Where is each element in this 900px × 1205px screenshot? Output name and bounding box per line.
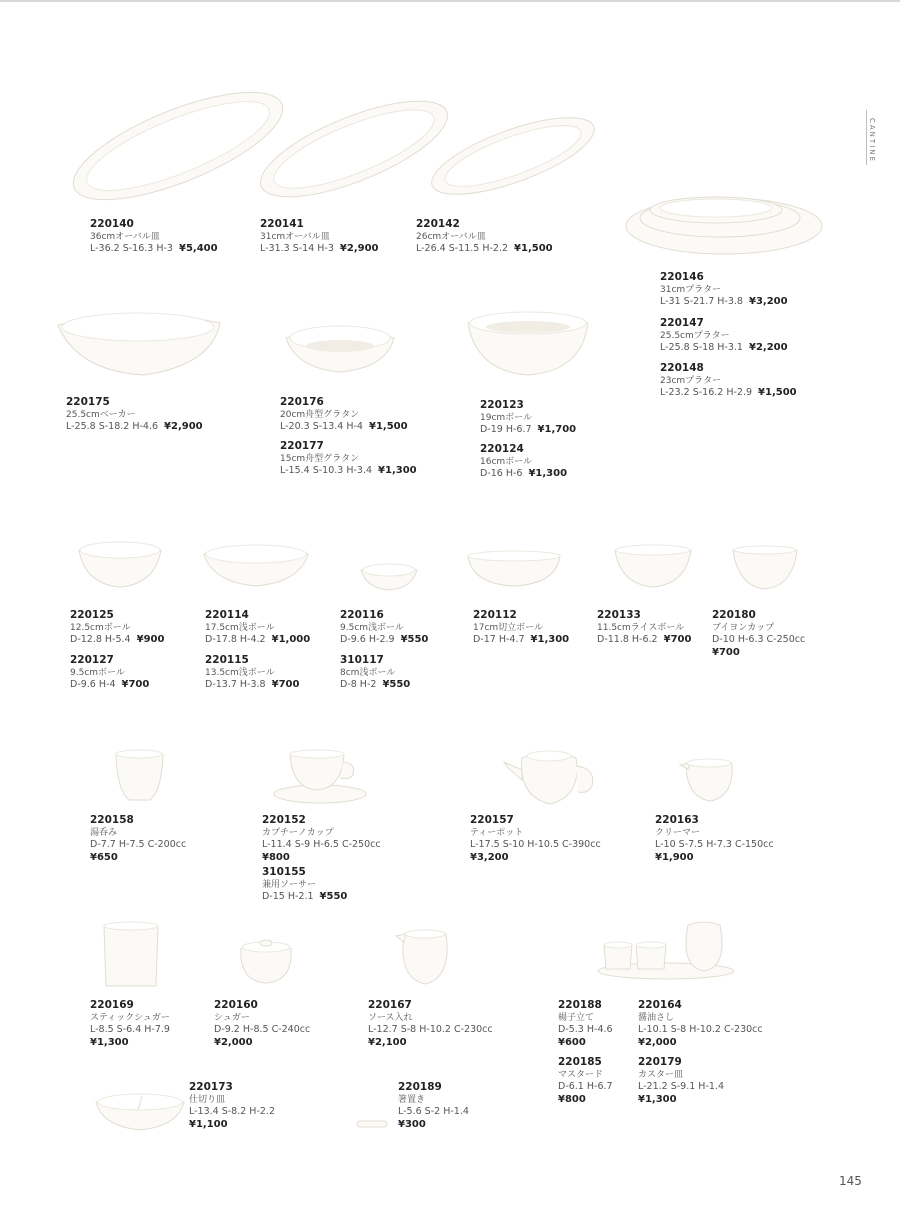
product-price: ¥1,300 [528, 468, 568, 479]
product-price: ¥2,900 [164, 421, 203, 432]
product-name: 19cmボール [480, 412, 532, 423]
oval-plate-26cm-image [425, 110, 605, 205]
product-code: 220188 [558, 999, 602, 1011]
product-code: 220160 [214, 999, 258, 1011]
product-220169 [90, 999, 170, 1049]
product-code: 220115 [205, 654, 249, 666]
product-dimensions: D-16 H-6 [480, 468, 523, 479]
product-name: 湯呑み [90, 827, 118, 838]
product-name: 36cmオーバル皿 [90, 231, 160, 242]
product-220180 [712, 609, 805, 659]
product-dimensions: L-13.4 S-8.2 H-2.2 [189, 1106, 275, 1117]
product-dimensions: L-5.6 S-2 H-1.4 [398, 1106, 469, 1117]
product-price: ¥5,400 [178, 243, 218, 254]
product-price: ¥1,000 [271, 634, 311, 645]
product-220140 [90, 218, 218, 256]
product-name: 25.5cmプラター [660, 330, 730, 341]
product-price: ¥1,100 [189, 1118, 228, 1130]
product-code: 220133 [597, 609, 641, 621]
product-dimensions: L-21.2 S-9.1 H-1.4 [638, 1081, 724, 1092]
product-code: 220177 [280, 440, 324, 452]
product-price: ¥1,500 [368, 421, 408, 432]
product-220123 [480, 399, 576, 437]
product-code: 220127 [70, 654, 114, 666]
product-code: 220142 [416, 218, 460, 230]
product-price: ¥2,200 [748, 342, 788, 353]
product-name: 25.5cmベーカー [66, 409, 136, 420]
product-dimensions: L-10.1 S-8 H-10.2 C-230cc [638, 1024, 763, 1035]
product-code: 310117 [340, 654, 384, 666]
product-price: ¥2,100 [368, 1036, 407, 1048]
product-dimensions: L-15.4 S-10.3 H-3.4 [280, 465, 373, 476]
product-name: 20cm舟型グラタン [280, 409, 360, 420]
product-220175 [66, 396, 203, 434]
product-dimensions: D-6.1 H-6.7 [558, 1081, 613, 1092]
shallow-bowl-9cm-image [358, 560, 420, 592]
product-code: 220169 [90, 999, 134, 1011]
product-price: ¥800 [558, 1093, 586, 1105]
product-dimensions: L-12.7 S-8 H-10.2 C-230cc [368, 1024, 493, 1035]
product-dimensions: L-17.5 S-10 H-10.5 C-390cc [470, 839, 601, 850]
product-name: 31cmプラター [660, 284, 722, 295]
section-label: CANTINE [868, 118, 876, 163]
product-dimensions: L-26.4 S-11.5 H-2.2 [416, 243, 509, 254]
product-name: 箸置き [398, 1094, 426, 1105]
product-price: ¥900 [136, 634, 165, 645]
product-price: ¥1,300 [378, 465, 417, 476]
product-price: ¥600 [558, 1036, 586, 1048]
teacup-image [112, 748, 167, 806]
product-220158 [90, 814, 186, 864]
product-code: 220167 [368, 999, 412, 1011]
product-name: クリーマー [655, 827, 701, 838]
product-220115 [205, 654, 299, 692]
product-name: ソース入れ [368, 1012, 413, 1023]
product-code: 220152 [262, 814, 306, 826]
bowl-12cm-image [75, 538, 165, 590]
product-name: シュガー [214, 1012, 250, 1023]
product-price: ¥700 [121, 679, 150, 690]
product-code: 220173 [189, 1081, 233, 1093]
product-price: ¥700 [663, 634, 692, 645]
product-price: ¥1,700 [537, 424, 577, 435]
product-price: ¥2,000 [214, 1036, 253, 1048]
product-price: ¥700 [271, 679, 300, 690]
product-code: 220179 [638, 1056, 682, 1068]
gratin-dish-image [282, 318, 400, 376]
product-code: 220180 [712, 609, 756, 621]
product-name: 醤油さし [638, 1012, 675, 1023]
product-price: ¥1,300 [638, 1093, 677, 1105]
product-price: ¥800 [262, 851, 290, 863]
product-code: 310155 [262, 866, 306, 878]
product-220177 [280, 440, 417, 478]
product-code: 220148 [660, 362, 704, 374]
platter-set-image [622, 188, 827, 260]
product-name: 8cm浅ボール [340, 667, 396, 678]
product-price: ¥1,500 [514, 243, 553, 254]
product-name: 31cmオーバル皿 [260, 231, 330, 242]
product-220152 [262, 814, 381, 864]
product-name: 23cmプラター [660, 375, 722, 386]
rice-bowl-image [612, 542, 694, 590]
product-dimensions: L-8.5 S-6.4 H-7.9 [90, 1024, 170, 1035]
product-name: 26cmオーバル皿 [416, 231, 486, 242]
product-220188 [558, 999, 613, 1049]
product-code: 220189 [398, 1081, 442, 1093]
product-price: ¥650 [90, 851, 118, 863]
product-name: 12.5cmボール [70, 622, 131, 633]
product-220146 [660, 271, 788, 309]
product-name: 楊子立て [558, 1012, 595, 1023]
product-price: ¥3,200 [748, 296, 788, 307]
product-price: ¥3,200 [470, 851, 509, 863]
product-price: ¥2,000 [638, 1036, 677, 1048]
product-name: 9.5cm浅ボール [340, 622, 404, 633]
sauce-pot-image [392, 922, 458, 990]
product-dimensions: L-25.8 S-18 H-3.1 [660, 342, 743, 353]
product-dimensions: L-11.4 S-9 H-6.5 C-250cc [262, 839, 381, 850]
product-220157 [470, 814, 601, 864]
product-220133 [597, 609, 691, 647]
product-220114 [205, 609, 310, 647]
product-price: ¥550 [400, 634, 429, 645]
product-code: 220147 [660, 317, 704, 329]
product-code: 220124 [480, 443, 524, 455]
product-price: ¥1,900 [655, 851, 694, 863]
product-dimensions: L-23.2 S-16.2 H-2.9 [660, 387, 753, 398]
product-code: 220158 [90, 814, 134, 826]
product-220185 [558, 1056, 613, 1106]
product-220125 [70, 609, 164, 647]
product-code: 220114 [205, 609, 249, 621]
product-dimensions: D-9.6 H-2.9 [340, 634, 395, 645]
top-rule [0, 0, 900, 2]
product-dimensions: D-15 H-2.1 [262, 891, 314, 902]
product-220163 [655, 814, 774, 864]
product-name: 仕切り皿 [189, 1094, 226, 1105]
product-220173 [189, 1081, 275, 1131]
product-dimensions: D-5.3 H-4.6 [558, 1024, 613, 1035]
product-310117 [340, 654, 410, 692]
product-code: 220112 [473, 609, 517, 621]
product-price: ¥550 [382, 679, 411, 690]
product-220141 [260, 218, 379, 256]
product-code: 220123 [480, 399, 524, 411]
product-220167 [368, 999, 493, 1049]
sugar-pot-image [235, 935, 297, 987]
product-code: 220164 [638, 999, 682, 1011]
product-220160 [214, 999, 310, 1049]
product-name: 17.5cm浅ボール [205, 622, 275, 633]
product-code: 220163 [655, 814, 699, 826]
product-dimensions: L-20.3 S-13.4 H-4 [280, 421, 363, 432]
product-dimensions: L-31 S-21.7 H-3.8 [660, 296, 743, 307]
product-220164 [638, 999, 763, 1049]
product-name: 兼用ソーサー [262, 879, 317, 890]
product-name: 13.5cm浅ボール [205, 667, 275, 678]
product-220189 [398, 1081, 469, 1131]
product-name: マスタード [558, 1069, 604, 1080]
product-dimensions: D-13.7 H-3.8 [205, 679, 266, 690]
product-220112 [473, 609, 569, 647]
product-dimensions: D-8 H-2 [340, 679, 377, 690]
chopstick-rest-image [355, 1118, 389, 1130]
product-code: 220141 [260, 218, 304, 230]
shallow-bowl-17cm-image [200, 540, 312, 590]
product-price: ¥1,300 [530, 634, 570, 645]
product-dimensions: L-25.8 S-18.2 H-4.6 [66, 421, 159, 432]
product-code: 220185 [558, 1056, 602, 1068]
product-price: ¥1,300 [90, 1036, 129, 1048]
product-code: 220176 [280, 396, 324, 408]
caster-set-image [596, 915, 736, 983]
creamer-image [678, 755, 740, 805]
product-dimensions: L-10 S-7.5 H-7.3 C-150cc [655, 839, 774, 850]
bowl-19cm-image [464, 305, 592, 380]
product-dimensions: D-11.8 H-6.2 [597, 634, 658, 645]
product-name: 15cm舟型グラタン [280, 453, 360, 464]
product-dimensions: D-12.8 H-5.4 [70, 634, 131, 645]
product-dimensions: D-17.8 H-4.2 [205, 634, 266, 645]
product-dimensions: D-9.6 H-4 [70, 679, 116, 690]
cappuccino-cup-saucer-image [272, 748, 370, 806]
divided-plate-image [92, 1088, 187, 1133]
product-310155 [262, 866, 347, 904]
product-name: カプチーノカップ [262, 827, 334, 838]
product-code: 220116 [340, 609, 384, 621]
product-name: 17cm切立ボール [473, 622, 543, 633]
teapot-image [500, 740, 600, 810]
product-price: ¥550 [319, 891, 348, 902]
product-name: スティックシュガー [90, 1012, 170, 1023]
product-dimensions: D-19 H-6.7 [480, 424, 532, 435]
stick-sugar-holder-image [100, 920, 162, 992]
product-price: ¥700 [712, 646, 740, 658]
section-tab-rule [866, 110, 867, 165]
product-name: ブイヨンカップ [712, 622, 775, 633]
product-price: ¥300 [398, 1118, 426, 1130]
product-name: 9.5cmボール [70, 667, 125, 678]
straight-bowl-image [464, 548, 564, 590]
product-220142 [416, 218, 553, 256]
product-220116 [340, 609, 428, 647]
product-220179 [638, 1056, 724, 1106]
product-dimensions: L-36.2 S-16.3 H-3 [90, 243, 173, 254]
product-dimensions: D-17 H-4.7 [473, 634, 525, 645]
baker-dish-image [52, 305, 227, 385]
product-220124 [480, 443, 567, 481]
page-number: 145 [839, 1174, 862, 1188]
product-220127 [70, 654, 149, 692]
product-dimensions: D-7.7 H-7.5 C-200cc [90, 839, 187, 850]
product-220148 [660, 362, 797, 400]
product-name: 11.5cmライスボール [597, 622, 685, 633]
product-code: 220125 [70, 609, 114, 621]
product-name: 16cmボール [480, 456, 532, 467]
product-name: ティーポット [470, 827, 524, 838]
product-code: 220146 [660, 271, 704, 283]
product-dimensions: D-9.2 H-8.5 C-240cc [214, 1024, 311, 1035]
product-220147 [660, 317, 788, 355]
product-name: カスター皿 [638, 1069, 684, 1080]
product-220176 [280, 396, 408, 434]
product-code: 220140 [90, 218, 134, 230]
product-dimensions: D-10 H-6.3 C-250cc [712, 634, 806, 645]
product-dimensions: L-31.3 S-14 H-3 [260, 243, 334, 254]
bouillon-cup-image [730, 544, 800, 592]
product-price: ¥2,900 [339, 243, 379, 254]
product-code: 220157 [470, 814, 514, 826]
product-price: ¥1,500 [758, 387, 797, 398]
product-code: 220175 [66, 396, 110, 408]
